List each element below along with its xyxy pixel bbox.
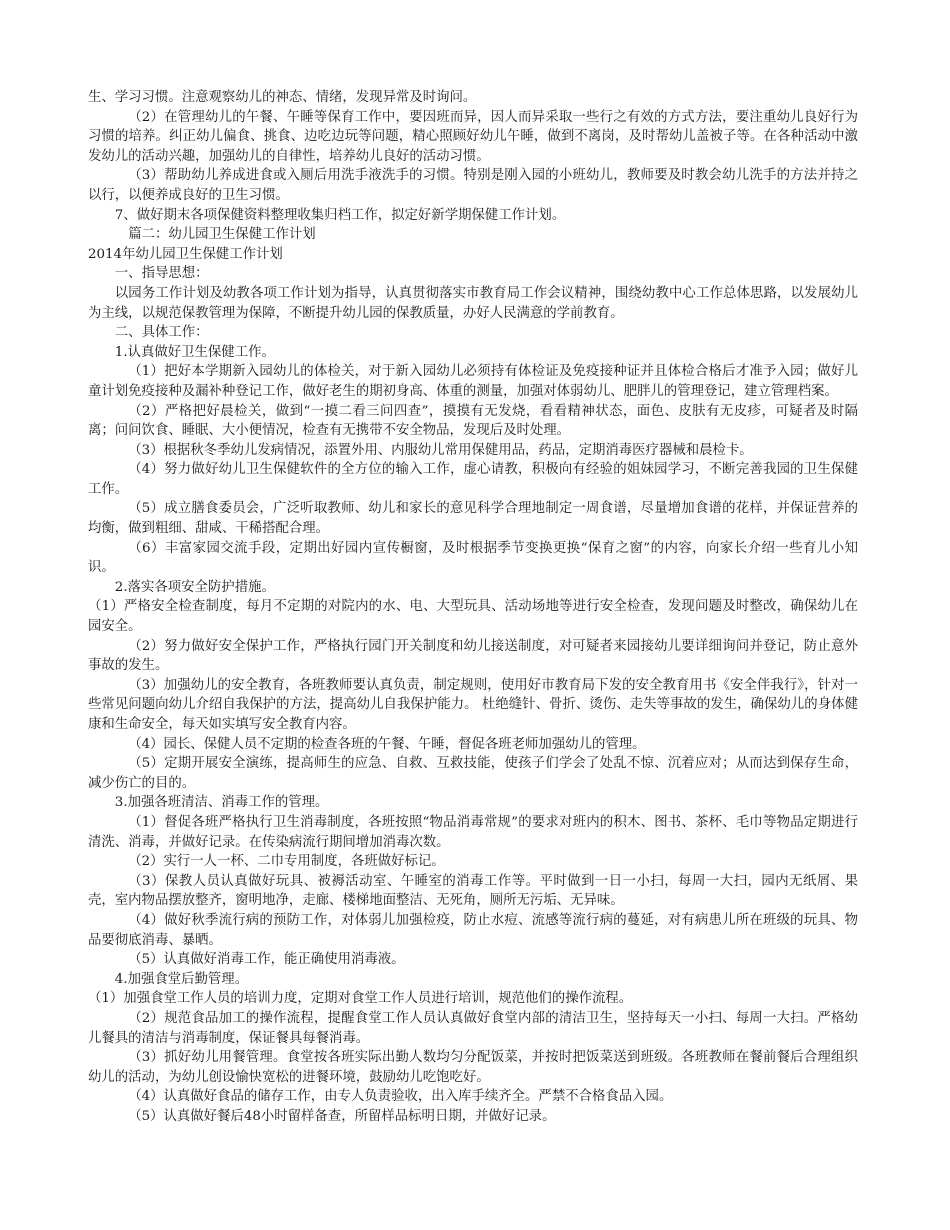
paragraph: （1）严格安全检查制度，每月不定期的对院内的水、电、大型玩具、活动场地等进行安全检查，发现问题及时整改，确保幼儿在园安全。	[88, 599, 858, 635]
paragraph: （2）实行一人一杯、二巾专用制度，各班做好标记。	[128, 854, 445, 870]
paragraph: （2）在管理幼儿的午餐、午睡等保育工作中，要因班而异，因人而异采取一些行之有效的方式方法，要注重幼儿良好行为习惯的培养。纠正幼儿偏食、挑食、边吃边玩等问题，精心照顾好幼儿午睡，做到不离岗，及时帮幼儿盖被子等。在各种活动中激发幼儿的活动兴趣，加强幼儿的自律性，培养幼儿良好的活动习惯。	[88, 109, 858, 164]
paragraph: 篇二：幼儿园卫生保健工作计划	[128, 227, 316, 243]
document-body	[88, 88, 858, 1126]
paragraph: （4）努力做好幼儿卫生保健软件的全方位的输入工作，虚心请教，积极向有经验的姐妹园学习，不断完善我园的卫生保健工作。	[88, 462, 858, 497]
paragraph: 2014年幼儿园卫生保健工作计划	[88, 246, 283, 262]
paragraph: 二、具体工作：	[114, 325, 209, 341]
paragraph: （2）严格把好晨检关，做到“一摸二看三问四查”，摸摸有无发烧，看看精神状态，面色、皮肤有无皮疹，可疑者及时隔离；问问饮食、睡眠、大小便情况，检查有无携带不安全物品，发现后及时处理。	[88, 403, 858, 439]
paragraph: 生、学习习惯。注意观察幼儿的神态、情绪，发现异常及时询问。	[88, 90, 477, 105]
paragraph: （5）认真做好餐后48小时留样备查，所留样品标明日期，并做好记录。	[128, 1108, 556, 1124]
paragraph: （4）做好秋季流行病的预防工作，对体弱儿加强检疫，防止水痘、流感等流行病的蔓延，对有病患儿所在班级的玩具、物品要彻底消毒、暴晒。	[88, 912, 858, 948]
paragraph: （4）园长、保健人员不定期的检查各班的午餐、午睡，督促各班老师加强幼儿的管理。	[128, 736, 646, 752]
paragraph: （2）规范食品加工的操作流程，提醒食堂工作人员认真做好食堂内部的清洁卫生，坚持每天一小扫、每周一大扫。严格幼儿餐具的清洁与消毒制度，保证餐具每餐消毒。	[88, 1010, 858, 1046]
paragraph: （5）认真做好消毒工作，能正确使用消毒液。	[128, 952, 405, 968]
paragraph: （1）督促各班严格执行卫生消毒制度，各班按照“物品消毒常规”的要求对班内的积木、图书、茶杯、毛巾等物品定期进行清洗、消毒，并做好记录。在传染病流行期间增加消毒次数。	[88, 814, 858, 850]
paragraph: 一、指导思想：	[114, 266, 209, 282]
paragraph: （3）根据秋冬季幼儿发病情况，添置外用、内服幼儿常用保健用品，药品，定期消毒医疗器械和晨检卡。	[128, 442, 753, 458]
paragraph: 2.落实各项安全防护措施。	[114, 579, 275, 595]
paragraph: （6）丰富家园交流手段，定期出好园内宣传橱窗，及时根据季节变换更换“保育之窗”的内容，向家长介绍一些育儿小知识。	[88, 540, 858, 576]
paragraph: （3）帮助幼儿养成进食或入厕后用洗手液洗手的习惯。特别是刚入园的小班幼儿，教师要及时教会幼儿洗手的方法并持之以行，以便养成良好的卫生习惯。	[88, 168, 858, 203]
paragraph: 7、做好期末各项保健资料整理收集归档工作，拟定好新学期保健工作计划。	[114, 207, 566, 223]
paragraph: （1）加强食堂工作人员的培训力度，定期对食堂工作人员进行培训，规范他们的操作流程。	[88, 991, 633, 1007]
paragraph: （3）抓好幼儿用餐管理。食堂按各班实际出勤人数均匀分配饭菜，并按时把饭菜送到班级。各班教师在餐前餐后合理组织幼儿的活动，为幼儿创设愉快宽松的进餐环境，鼓励幼儿吃饱吃好。	[88, 1050, 858, 1085]
paragraph: （5）成立膳食委员会，广泛听取教师、幼儿和家长的意见科学合理地制定一周食谱，尽量增加食谱的花样，并保证营养的均衡，做到粗细、甜咸、干稀搭配合理。	[88, 501, 858, 537]
paragraph: （3）加强幼儿的安全教育，各班教师要认真负责，制定规则，使用好市教育局下发的安全教育用书《安全伴我行》，针对一些常见问题向幼儿介绍自我保护的方法，提高幼儿自我保护能力。 杜绝缝针、骨折、烫伤、走失等事故的发生，确保幼儿的身体健康和生命安全，每天如实填写安全教育内容。	[88, 677, 858, 732]
paragraph: 3.加强各班清洁、消毒工作的管理。	[114, 795, 329, 811]
paragraph: （5）定期开展安全演练，提高师生的应急、自救、互救技能，使孩子们学会了处乱不惊、沉着应对；从而达到保存生命，减少伤亡的目的。	[88, 756, 858, 791]
paragraph: （3）保教人员认真做好玩具、被褥活动室、午睡室的消毒工作等。平时做到一日一小扫，每周一大扫，园内无纸屑、果壳，室内物品摆放整齐，窗明地净，走廊、楼梯地面整洁、无死角，厕所无污垢、无异味。	[88, 873, 858, 909]
paragraph: （2）努力做好安全保护工作，严格执行园门开关制度和幼儿接送制度，对可疑者来园接幼儿要详细询问并登记，防止意外事故的发生。	[88, 638, 858, 674]
paragraph: （4）认真做好食品的储存工作，由专人负责验收，出入库手续齐全。严禁不合格食品入园。	[128, 1089, 673, 1105]
paragraph: 以园务工作计划及幼教各项工作计划为指导，认真贯彻落实市教育局工作会议精神，围绕幼教中心工作总体思路，以发展幼儿为主线，以规范保教管理为保障，不断提升幼儿园的保教质量，办好人民满意的学前教育。	[88, 285, 858, 321]
paragraph: 4.加强食堂后勤管理。	[114, 971, 249, 987]
paragraph: 1.认真做好卫生保健工作。	[114, 344, 275, 360]
paragraph: （1）把好本学期新入园幼儿的体检关，对于新入园幼儿必须持有体检证及免疫接种证并且体检合格后才准予入园；做好儿童计划免疫接种及漏补种登记工作，做好老生的期初身高、体重的测量，加强对体弱幼儿、肥胖儿的管理登记，建立管理档案。	[88, 364, 858, 399]
